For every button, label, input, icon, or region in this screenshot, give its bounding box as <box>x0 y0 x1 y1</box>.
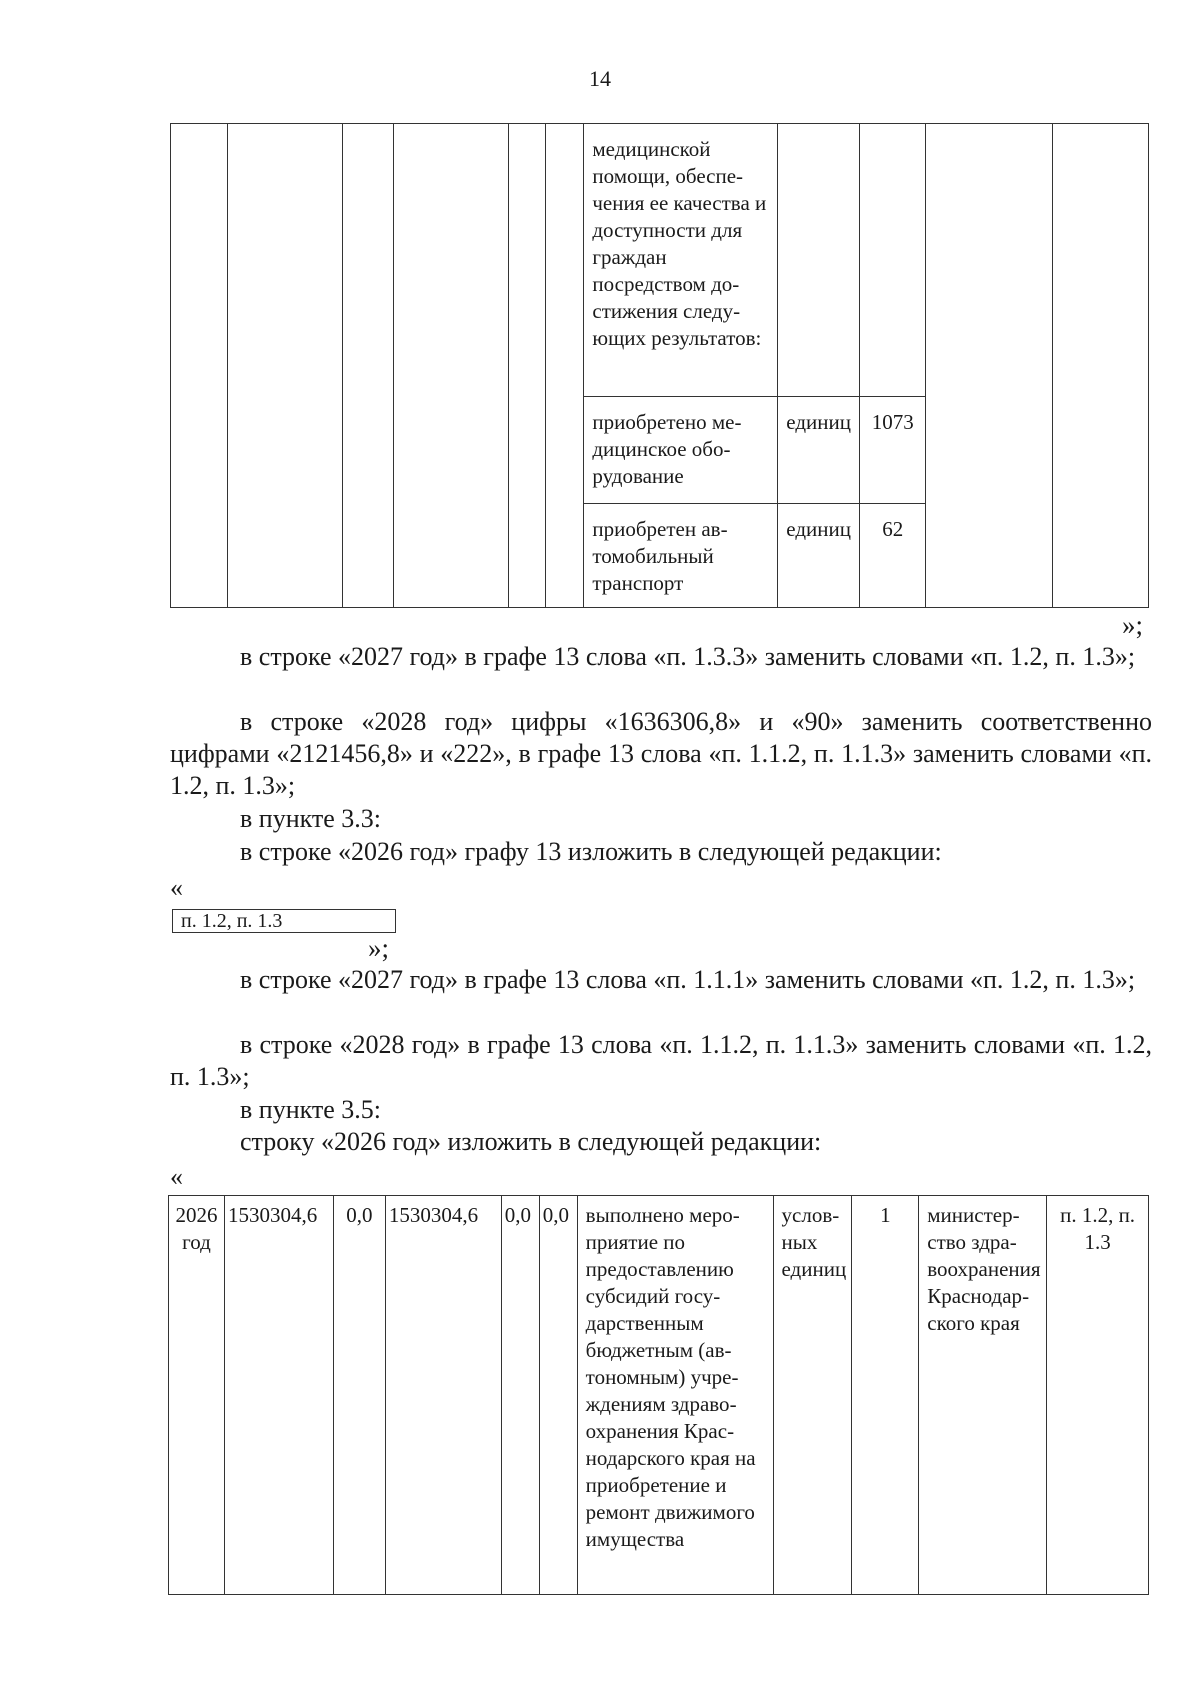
value-cell: 1073 <box>860 397 926 504</box>
table-cell <box>546 124 584 608</box>
paragraph: в пункте 3.3: <box>240 804 382 833</box>
unit-cell: единиц <box>778 504 860 608</box>
result-description-cell: медицинской помощи, обеспечения ее качества и доступности для граждан посредством достижения следующих результатов: <box>584 124 778 397</box>
paragraph: в строке «2026 год» графу 13 изложить в следующей редакции: <box>240 837 942 866</box>
year-cell: 2026 год <box>169 1196 225 1595</box>
value-cell <box>860 124 926 397</box>
unit-cell: единиц <box>778 397 860 504</box>
table-cell <box>342 124 393 608</box>
paragraph: строку «2026 год» изложить в следующей редакции: <box>240 1127 822 1156</box>
unit-cell: условных единиц <box>773 1196 852 1595</box>
paragraph: в строке «2028 год» в графе 13 слова «п. 1.1.2, п. 1.1.3» заменить словами «п. 1.2, п. 1.3»; <box>170 1030 1152 1091</box>
table-cell <box>393 124 508 608</box>
description-cell: выполнено мероприятие по предоставлению субсидий государственным бюджетным (автономным) учреждениям здравоохранения Краснодарского края на приобретение и ремонт движимого имущества <box>577 1196 773 1595</box>
unit-cell <box>778 124 860 397</box>
value-cell: 62 <box>860 504 926 608</box>
table-cell <box>1053 124 1149 608</box>
table-cell <box>926 124 1053 608</box>
amount-cell: 0,0 <box>501 1196 539 1595</box>
table-row <box>169 1196 1149 1595</box>
closing-quote: »; <box>368 933 390 963</box>
closing-quote: »; <box>1122 610 1144 640</box>
table-cell <box>227 124 342 608</box>
paragraph: в пункте 3.5: <box>240 1095 382 1124</box>
total-cell: 1530304,6 <box>224 1196 333 1595</box>
points-cell: п. 1.2, п. 1.3 <box>1047 1196 1149 1595</box>
replacement-row-table <box>168 1195 1149 1595</box>
result-description-cell: приобретено медицинское оборудование <box>584 397 778 504</box>
paragraph: в строке «2027 год» в графе 13 слова «п. 1.3.3» заменить словами «п. 1.2, п. 1.3»; <box>240 642 1136 671</box>
paragraph: в строке «2028 год» цифры «1636306,8» и «90» заменить соответственно цифрами «2121456,8» и «222», в графе 13 слова «п. 1.1.2, п. 1.1.3» заменить словами «п. 1.2, п. 1.3»; <box>170 707 1152 800</box>
paragraph: в строке «2027 год» в графе 13 слова «п. 1.1.1» заменить словами «п. 1.2, п. 1.3»; <box>240 965 1136 994</box>
value-cell: 1 <box>852 1196 919 1595</box>
opening-quote: « <box>170 1162 183 1191</box>
result-description-cell: приобретен автомобильный транспорт <box>584 504 778 608</box>
continuation-table <box>170 123 1149 608</box>
opening-quote: « <box>170 873 183 902</box>
executor-cell: министерство здравоохранения Краснодарского края <box>919 1196 1047 1595</box>
table-cell <box>171 124 228 608</box>
amount-cell: 1530304,6 <box>385 1196 501 1595</box>
amount-cell: 0,0 <box>539 1196 577 1595</box>
inline-table-cell: п. 1.2, п. 1.3 <box>172 909 396 933</box>
page-number: 14 <box>589 66 611 91</box>
amount-cell: 0,0 <box>333 1196 385 1595</box>
table-cell <box>508 124 546 608</box>
